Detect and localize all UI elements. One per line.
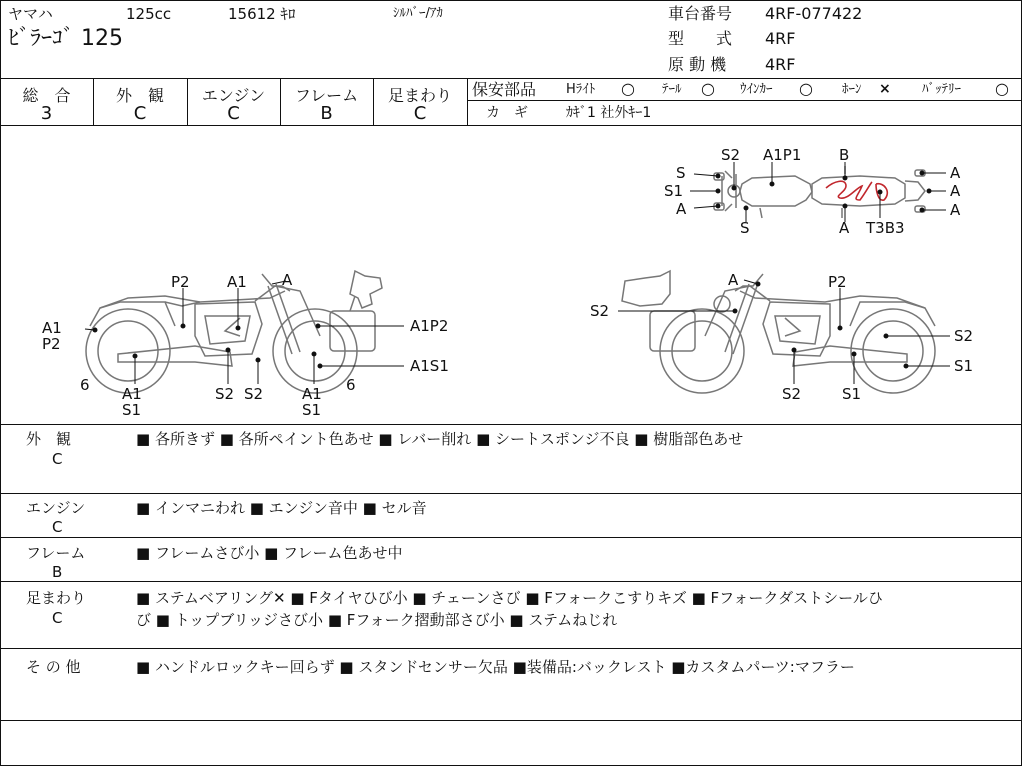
top-label-a: A	[676, 200, 687, 218]
grade-frame	[280, 79, 373, 125]
safety-item-winker: ｳｲﾝｶｰ	[740, 82, 773, 97]
grade-label: 総 合	[22, 86, 71, 105]
top-label-a-r2: A	[950, 182, 961, 200]
type-label: 型 式	[668, 29, 733, 48]
safety-mark-battery: ○	[995, 79, 1009, 98]
note-text: ■ ハンドルロックキー回らず ■ スタンドセンサー欠品 ■装備品:バックレスト ■カスタムパーツ:マフラー	[136, 658, 855, 676]
engine-value: 4RF	[765, 55, 796, 74]
right-label-s2-bag: S2	[590, 302, 610, 320]
note-text: ■ フレームさび小 ■ フレーム色あせ中	[136, 544, 403, 562]
safety-item-headlight: Hﾗｲﾄ	[566, 82, 596, 97]
left-label-s1-low: S1	[122, 401, 142, 419]
key-value: ｶｷﾞ1 社外ｷｰ1	[566, 105, 652, 121]
safety-label: 保安部品	[472, 80, 537, 99]
note-grade: C	[52, 450, 63, 468]
left-label-s2-b: S2	[244, 385, 264, 403]
type-value: 4RF	[765, 29, 796, 48]
safety-mark-winker: ○	[799, 79, 813, 98]
divider	[0, 581, 1022, 582]
model-name: ﾋﾞﾗｰｺﾞ 125	[8, 26, 123, 51]
grade-label: 足まわり	[387, 86, 452, 105]
top-label-s-bottom: S	[740, 219, 750, 237]
left-label-a1-fork: A1	[302, 385, 322, 403]
left-label-p2-front: P2	[42, 335, 61, 353]
divider	[467, 100, 1022, 101]
top-label-a-r1: A	[950, 164, 961, 182]
note-text: ■ インマニわれ ■ エンジン音中 ■ セル音	[136, 499, 427, 517]
left-label-a1-front: A1	[42, 319, 62, 337]
note-text: ■ ステムベアリング✕ ■ Fタイヤひび小 ■ チェーンさび ■ Fフォークこすりキズ ■ Fフォークダストシールひ	[136, 589, 883, 607]
top-label-s2: S2	[721, 146, 741, 164]
top-label-a-r3: A	[950, 201, 961, 219]
left-label-a1s1: A1S1	[410, 357, 449, 375]
color-text: ｼﾙﾊﾞｰ/ｱｶ	[393, 6, 443, 21]
safety-item-battery: ﾊﾞｯﾃﾘｰ	[922, 82, 961, 97]
note-grade: C	[52, 518, 63, 536]
top-label-a-bottom: A	[839, 219, 850, 237]
note-text-continued: び ■ トップブリッジさび小 ■ Fフォーク摺動部さび小 ■ ステムねじれ	[136, 611, 618, 629]
right-label-s2-low: S2	[782, 385, 802, 403]
top-label-a1p1: A1P1	[763, 146, 802, 164]
divider	[0, 720, 1022, 721]
grade-label: エンジン	[201, 86, 266, 105]
right-label-s1-rear: S1	[954, 357, 974, 375]
grade-label: 外 観	[115, 86, 164, 105]
maker-text: ヤマハ	[8, 5, 53, 23]
mileage-text: 15612 ｷﾛ	[228, 5, 296, 23]
damage-diagram	[0, 126, 1022, 424]
top-label-s: S	[676, 164, 686, 182]
frame-no-label: 車台番号	[668, 4, 733, 23]
note-text: ■ 各所きず ■ 各所ペイント色あせ ■ レバー削れ ■ シートスポンジ不良 ■ 樹脂部色あせ	[136, 430, 744, 448]
note-label: 外 観	[26, 430, 72, 448]
grade-exterior	[93, 79, 187, 125]
left-label-s2-a: S2	[215, 385, 235, 403]
safety-item-horn: ﾎｰﾝ	[842, 82, 862, 97]
note-label: エンジン	[26, 499, 86, 517]
note-grade: C	[52, 609, 63, 627]
left-label-6-front: 6	[346, 376, 356, 394]
left-label-a1p2: A1P2	[410, 317, 449, 335]
grade-overall	[0, 79, 93, 125]
grade-engine	[187, 79, 280, 125]
safety-mark-headlight: ○	[621, 79, 635, 98]
grade-value: B	[320, 103, 333, 124]
left-label-6-rear: 6	[80, 376, 90, 394]
divider	[0, 648, 1022, 649]
divider	[0, 424, 1022, 425]
motorcycle-right-view	[622, 271, 935, 393]
key-label: カ ギ	[486, 105, 528, 121]
left-label-a: A	[282, 271, 293, 289]
grade-value: C	[413, 103, 427, 124]
safety-mark-tail: ○	[701, 79, 715, 98]
note-label: そ の 他	[26, 658, 81, 676]
top-label-t3b3: T3B3	[866, 219, 905, 237]
left-label-p2: P2	[171, 273, 190, 291]
note-grade: B	[52, 563, 63, 581]
displacement-text: 125cc	[126, 5, 172, 23]
note-label: 足まわり	[26, 589, 87, 607]
right-label-s2-rear: S2	[954, 327, 974, 345]
note-label: フレーム	[26, 544, 86, 562]
safety-item-tail: ﾃｰﾙ	[662, 82, 682, 97]
safety-mark-horn: ×	[879, 81, 891, 97]
grade-value: C	[133, 103, 147, 124]
divider	[0, 493, 1022, 494]
engine-label: 原 動 機	[668, 55, 727, 74]
divider	[0, 537, 1022, 538]
left-label-a1: A1	[227, 273, 247, 291]
grade-value: C	[227, 103, 240, 124]
grade-suspension	[373, 79, 467, 125]
grade-value: 3	[40, 103, 53, 124]
divider	[467, 78, 468, 126]
grade-label: フレーム	[294, 86, 359, 105]
frame-no-value: 4RF-077422	[765, 4, 863, 23]
right-label-a: A	[728, 271, 739, 289]
left-label-a1-low: A1	[122, 385, 142, 403]
right-label-p2: P2	[828, 273, 847, 291]
left-label-s1-fork: S1	[302, 401, 322, 419]
top-label-s1: S1	[664, 182, 684, 200]
top-label-b: B	[839, 146, 850, 164]
right-label-s1-low: S1	[842, 385, 862, 403]
